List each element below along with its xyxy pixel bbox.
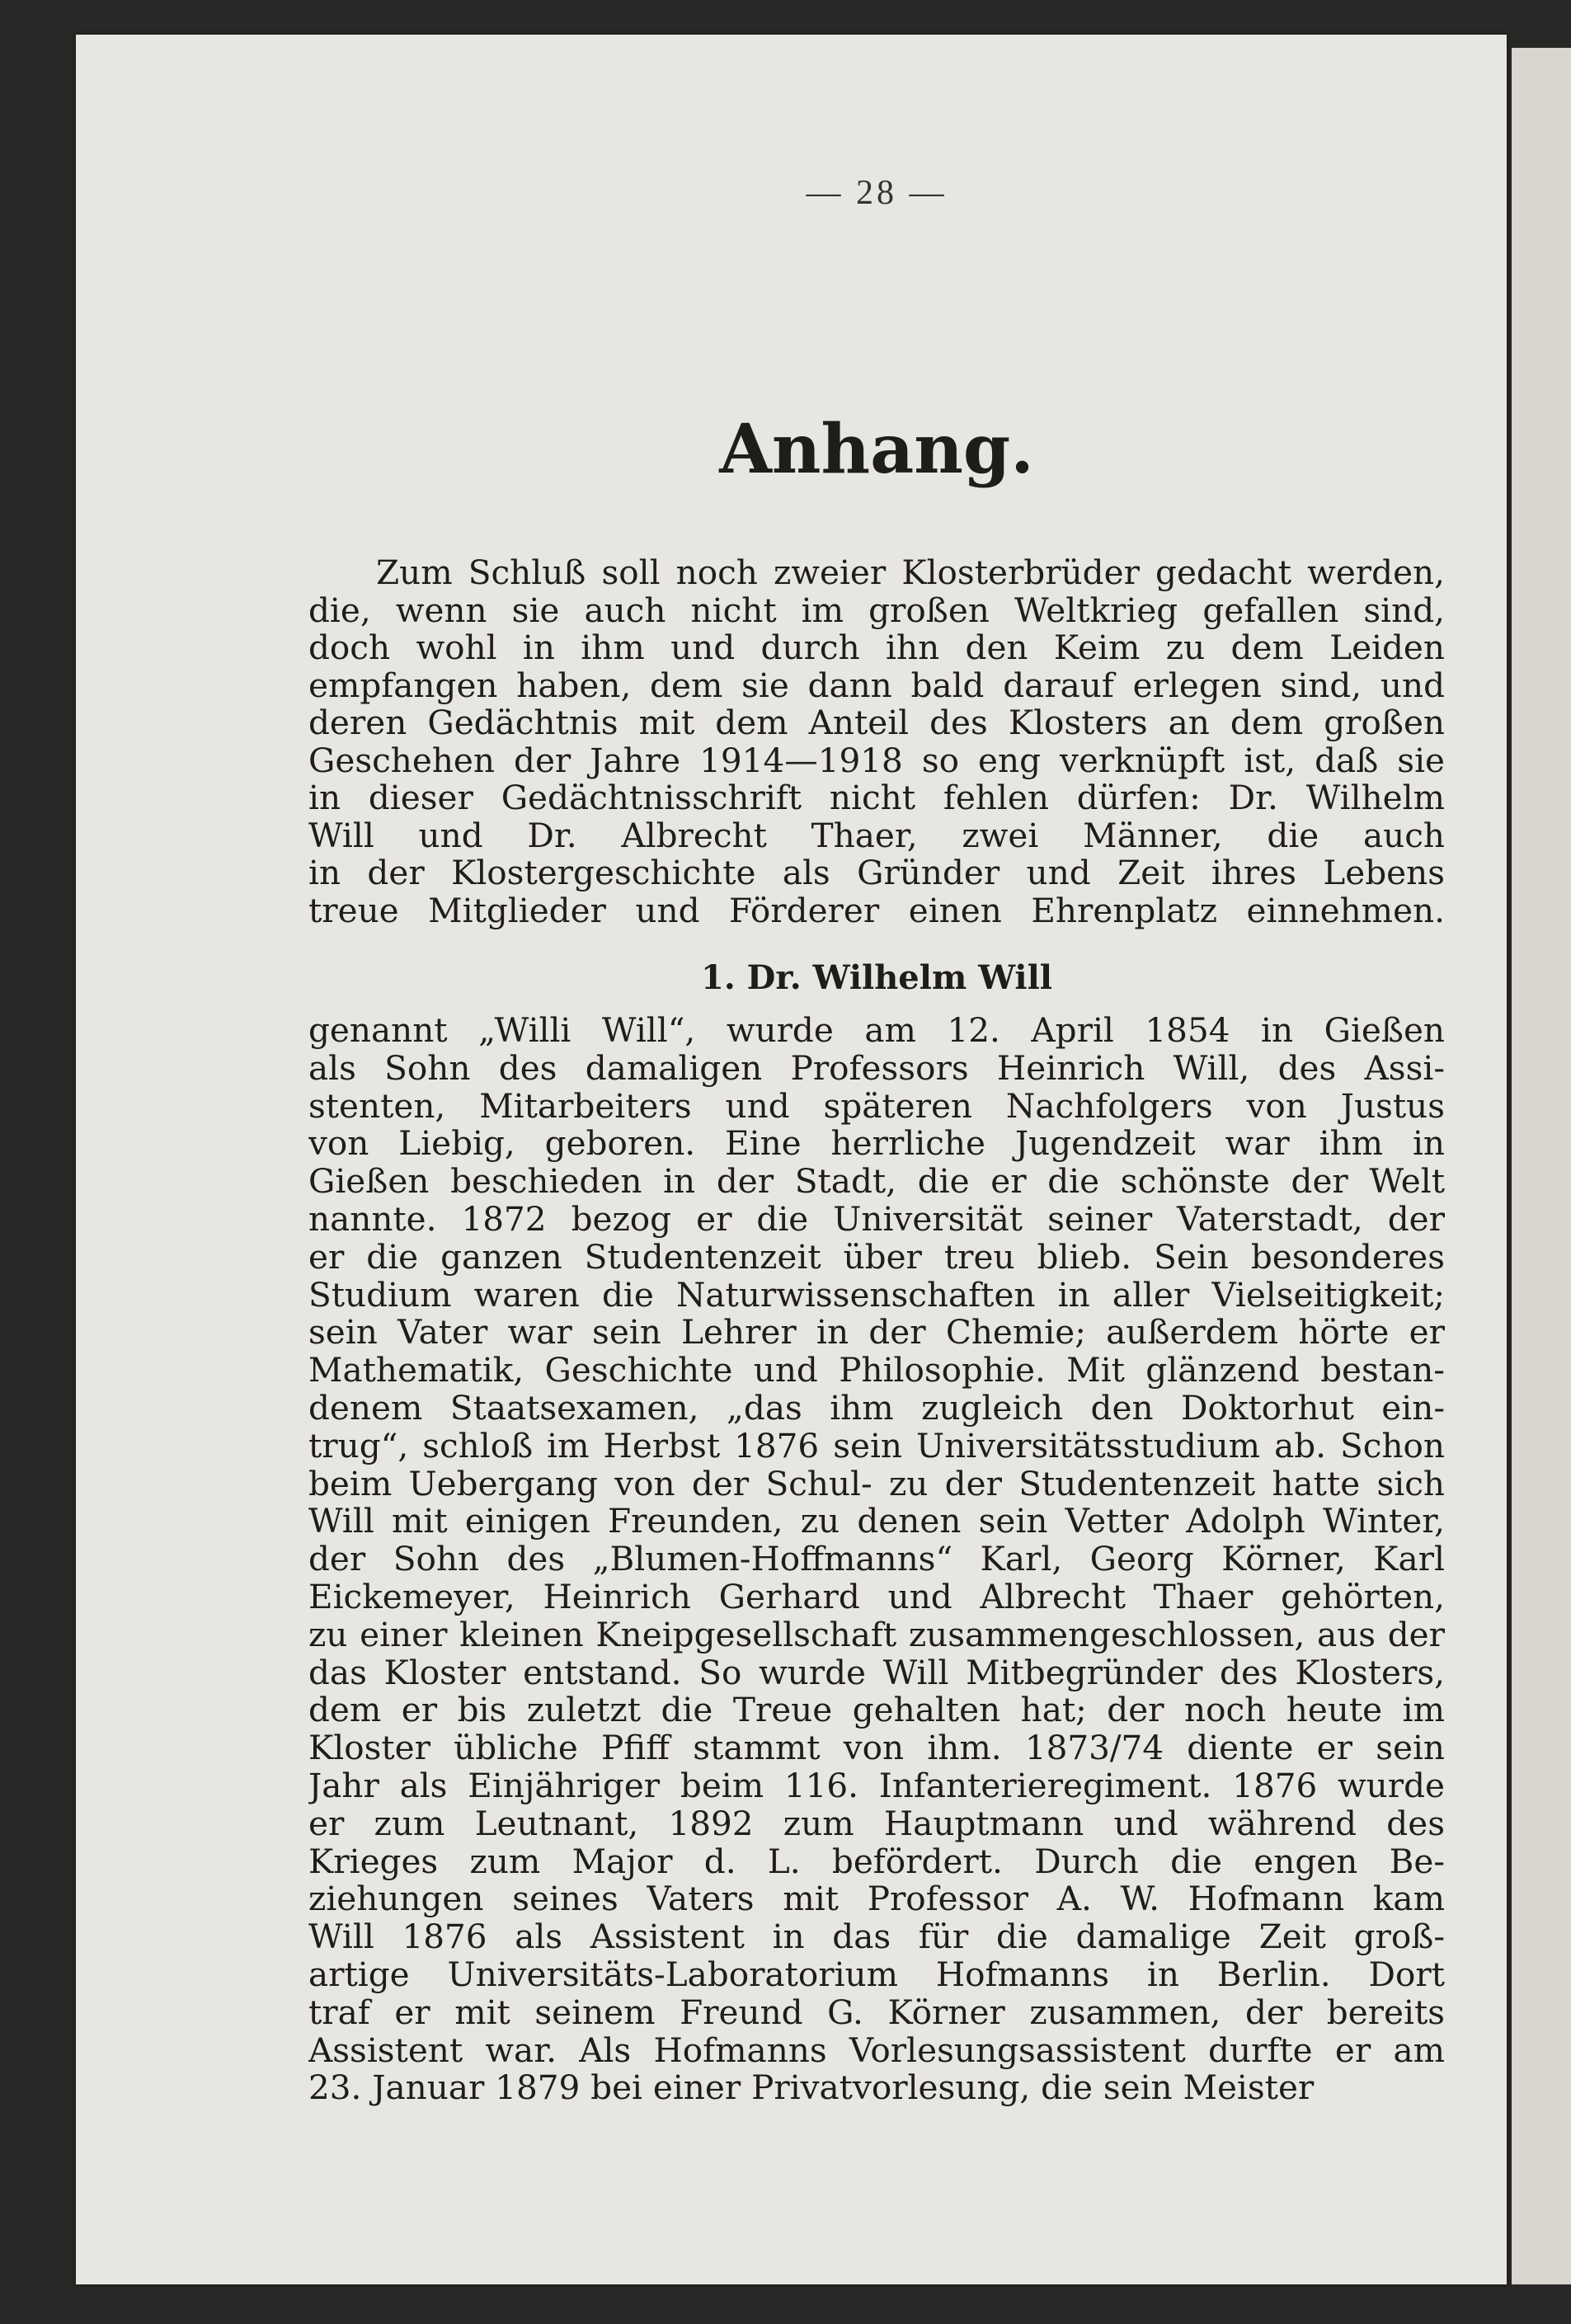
adjacent-page-edge — [1512, 48, 1571, 2284]
text-line: beim Uebergang von der Schul- zu der Studentenzeit hatte sich — [308, 1465, 1445, 1503]
text-line: in der Klostergeschichte als Gründer und Zeit ihres Lebens — [308, 854, 1445, 892]
text-line: Geschehen der Jahre 1914—1918 so eng verknüpft ist, daß sie — [308, 741, 1445, 779]
text-line: Will 1876 als Assistent in das für die damalige Zeit groß- — [308, 1918, 1445, 1956]
text-line: in dieser Gedächtnisschrift nicht fehlen dürfen: Dr. Wilhelm — [308, 779, 1445, 817]
text-line: nannte. 1872 bezog er die Universität seiner Vaterstadt, der — [308, 1200, 1445, 1239]
intro-paragraph — [308, 554, 1445, 929]
text-line: ziehungen seines Vaters mit Professor A. W. Hofmann kam — [308, 1880, 1445, 1919]
text-line: genannt „Willi Will“, wurde am 12. April 1854 in Gießen — [308, 1012, 1445, 1050]
text-line: Jahr als Einjähriger beim 116. Infanterieregiment. 1876 wurde — [308, 1767, 1445, 1805]
text-line: 23. Januar 1879 bei einer Privatvorlesung, die sein Meister — [308, 2069, 1315, 2108]
text-line: artige Universitäts-Laboratorium Hofmanns in Berlin. Dort — [308, 1955, 1445, 1994]
text-line: traf er mit seinem Freund G. Körner zusammen, der bereits — [308, 1993, 1445, 2032]
text-line: er zum Leutnant, 1892 zum Hauptmann und während des — [308, 1804, 1445, 1843]
biography-paragraph — [308, 1012, 1445, 2107]
book-page — [76, 35, 1507, 2284]
text-line: der Sohn des „Blumen-Hoffmanns“ Karl, Georg Körner, Karl — [308, 1541, 1445, 1578]
text-line: sein Vater war sein Lehrer in der Chemie; außerdem hörte er — [308, 1314, 1445, 1353]
text-line: empfangen haben, dem sie dann bald darauf erlegen sind, und — [308, 666, 1445, 704]
page-number: — 28 — — [806, 174, 948, 212]
text-line: deren Gedächtnis mit dem Anteil des Klosters an dem großen — [308, 704, 1445, 742]
text-line: er die ganzen Studentenzeit über treu blieb. Sein besonderes — [308, 1238, 1445, 1277]
text-line: doch wohl in ihm und durch ihn den Keim zu dem Leiden — [308, 629, 1445, 667]
text-line: Kloster übliche Pfiff stammt von ihm. 1873/74 diente er sein — [308, 1729, 1445, 1767]
text-line: Will mit einigen Freunden, zu denen sein Vetter Adolph Winter, — [308, 1503, 1445, 1541]
text-line: Will und Dr. Albrecht Thaer, zwei Männer, die auch — [308, 816, 1445, 854]
text-line: Zum Schluß soll noch zweier Klosterbrüder gedacht werden, — [376, 554, 1445, 592]
text-line: die, wenn sie auch nicht im großen Weltkrieg gefallen sind, — [308, 591, 1445, 629]
text-line: Mathematik, Geschichte und Philosophie. Mit glänzend bestan- — [308, 1352, 1445, 1390]
text-line: Eickemeyer, Heinrich Gerhard und Albrecht Thaer gehörten, — [308, 1578, 1445, 1616]
text-line: dem er bis zuletzt die Treue gehalten hat; der noch heute im — [308, 1691, 1445, 1730]
text-line: Assistent war. Als Hofmanns Vorlesungsassistent durfte er am — [308, 2031, 1445, 2070]
section-heading: Anhang. — [719, 410, 1034, 489]
text-line: treue Mitglieder und Förderer einen Ehrenplatz einnehmen. — [308, 891, 1445, 929]
text-line: von Liebig, geboren. Eine herrliche Jugendzeit war ihm in — [308, 1125, 1445, 1164]
text-line: trug“, schloß im Herbst 1876 sein Universitätsstudium ab. Schon — [308, 1427, 1445, 1465]
text-line: Studium waren die Naturwissenschaften in aller Vielseitigkeit; — [308, 1276, 1445, 1315]
text-line: zu einer kleinen Kneipgesellschaft zusammengeschlossen, aus der — [308, 1616, 1445, 1654]
text-line: Gießen beschieden in der Stadt, die er die schönste der Welt — [308, 1163, 1445, 1201]
text-line: als Sohn des damaligen Professors Heinrich Will, des Assi- — [308, 1049, 1445, 1088]
subsection-heading: 1. Dr. Wilhelm Will — [700, 958, 1052, 997]
text-line: stenten, Mitarbeiters und späteren Nachfolgers von Justus — [308, 1087, 1445, 1126]
text-line: Krieges zum Major d. L. befördert. Durch die engen Be- — [308, 1842, 1445, 1881]
text-line: denem Staatsexamen, „das ihm zugleich den Doktorhut ein- — [308, 1389, 1445, 1428]
text-line: das Kloster entstand. So wurde Will Mitbegründer des Klosters, — [308, 1654, 1445, 1692]
